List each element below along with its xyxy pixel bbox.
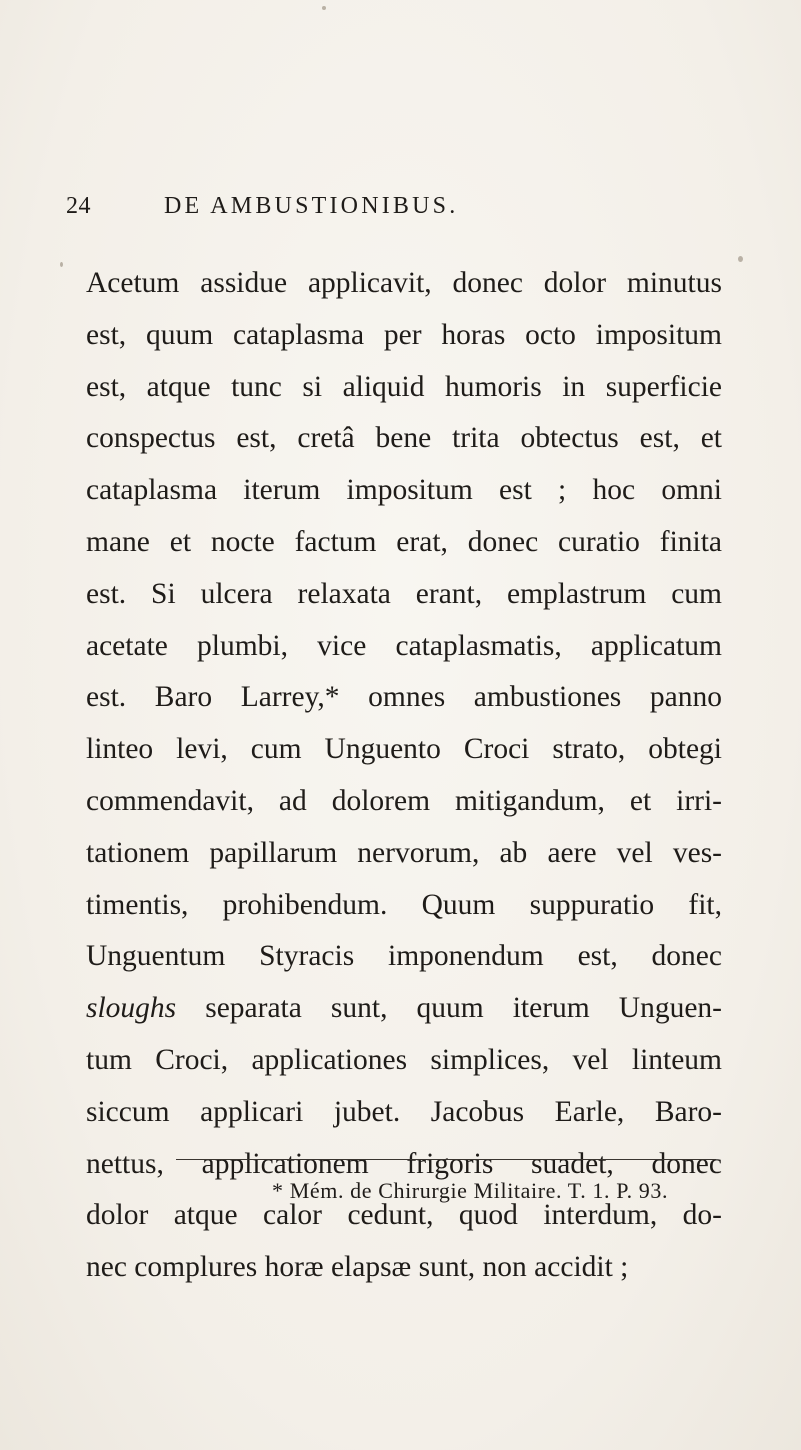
paper-speck — [60, 262, 63, 267]
text-line: nec complures horæ elapsæ sunt, non accidit ; — [86, 1251, 629, 1284]
text-line: Unguentum Styracis imponendum est, donec — [86, 940, 722, 973]
paper-speck — [738, 256, 743, 262]
text-line: cataplasma iterum impositum est ; hoc omni — [86, 474, 722, 507]
running-title: DE AMBUSTIONIBUS. — [164, 193, 459, 219]
text-line: conspectus est, cretâ bene trita obtectus est, et — [86, 422, 722, 455]
text-line: dolor atque calor cedunt, quod interdum, do- — [86, 1199, 722, 1232]
text-line: est, quum cataplasma per horas octo impositum — [86, 318, 722, 351]
text-line: siccum applicari jubet. Jacobus Earle, Baro- — [86, 1095, 722, 1128]
text-line: Acetum assidue applicavit, donec dolor minutus — [86, 267, 722, 299]
body-text — [86, 258, 722, 1294]
page-header — [0, 193, 801, 233]
text-line: tum Croci, applicationes simplices, vel linteum — [86, 1043, 722, 1076]
text-line: mane et nocte factum erat, donec curatio finita — [86, 525, 722, 558]
text-line: est, atque tunc si aliquid humoris in superficie — [86, 370, 722, 403]
text-line-rest: separata sunt, quum iterum Unguen- — [205, 992, 722, 1025]
page-number: 24 — [66, 193, 91, 219]
text-line: tationem papillarum nervorum, ab aere vel ves- — [86, 836, 722, 869]
text-line: timentis, prohibendum. Quum suppuratio fit, — [86, 888, 722, 921]
footnote: * Mém. de Chirurgie Militaire. T. 1. P. 93. — [272, 1178, 669, 1203]
text-line: commendavit, ad dolorem mitigandum, et irri- — [86, 784, 722, 817]
footnote-rule — [176, 1159, 716, 1160]
text-line: est. Si ulcera relaxata erant, emplastrum cum — [86, 577, 722, 610]
paper-speck — [322, 6, 326, 10]
italic-term: sloughs — [86, 992, 177, 1025]
text-line: nettus, applicationem frigoris suadet, donec — [86, 1147, 722, 1180]
text-line: est. Baro Larrey,* omnes ambustiones panno — [86, 681, 722, 714]
text-line-with-italic — [86, 983, 722, 1035]
text-line: acetate plumbi, vice cataplasmatis, applicatum — [86, 629, 722, 662]
text-line: linteo levi, cum Unguento Croci strato, obtegi — [86, 733, 722, 766]
